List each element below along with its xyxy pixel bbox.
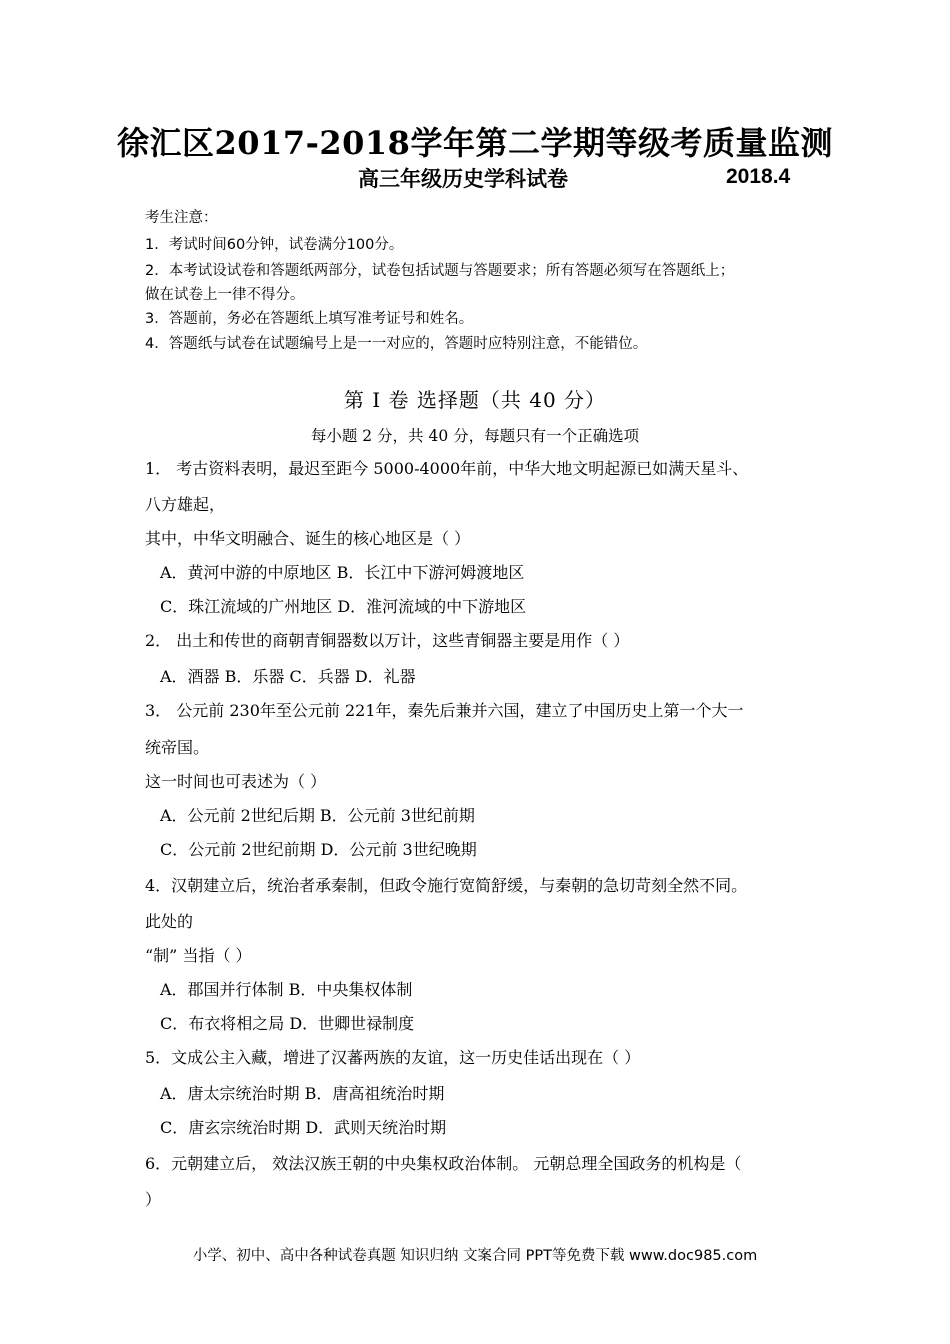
exam-date: 2018.4 (726, 165, 791, 188)
question-text: 八方雄起， (145, 495, 226, 514)
notice-item: 4．答题纸与试卷在试题编号上是一一对应的，答题时应特别注意，不能错位。 (145, 336, 648, 352)
section-title: 第 Ⅰ 卷 选择题（共 40 分） (343, 388, 607, 412)
question-text: 1． 考古资料表明，最迟至距今 5000-4000年前，中华大地文明起源已如满天星斗、 (145, 459, 749, 478)
section-instruction: 每小题 2 分，共 40 分，每题只有一个正确选项 (310, 427, 640, 445)
question-text: “制” 当指（ ） (145, 946, 252, 965)
exam-subtitle: 高三年级历史学科试卷 (358, 167, 568, 191)
question-text: 统帝国。 (145, 738, 210, 757)
question-options: A．黄河中游的中原地区 B．长江中下游河姆渡地区 (160, 563, 525, 582)
question-text: 其中，中华文明融合、诞生的核心地区是（ ） (145, 529, 471, 548)
notice-heading: 考生注意： (145, 210, 218, 226)
question-options: A．公元前 2世纪后期 B．公元前 3世纪前期 (160, 806, 475, 825)
notice-item: 3．答题前，务必在答题纸上填写准考证号和姓名。 (145, 311, 474, 327)
page-footer: 小学、初中、高中各种试卷真题 知识归纳 文案合同 PPT等免费下载 www.doc985.com (192, 1248, 758, 1264)
notice-item: 做在试卷上一律不得分。 (145, 287, 305, 303)
question-text: 此处的 (145, 912, 194, 931)
question-text: 2． 出土和传世的商朝青铜器数以万计，这些青铜器主要是用作（ ） (145, 631, 630, 650)
question-options: C．公元前 2世纪前期 D．公元前 3世纪晚期 (160, 840, 477, 859)
question-options: C．唐玄宗统治时期 D．武则天统治时期 (160, 1118, 447, 1137)
question-options: A．唐太宗统治时期 B．唐高祖统治时期 (160, 1084, 445, 1103)
question-text: 3． 公元前 230年至公元前 221年，秦先后兼并六国，建立了中国历史上第一个大一 (145, 701, 744, 720)
question-options: C．布衣将相之局 D．世卿世禄制度 (160, 1014, 415, 1033)
question-text: 4．汉朝建立后，统治者承秦制，但政令施行宽简舒缓，与秦朝的急切苛刻全然不同。 (145, 876, 748, 895)
question-text: 5．文成公主入藏，增进了汉蕃两族的友谊，这一历史佳话出现在（ ） (145, 1048, 641, 1067)
question-options: C．珠江流域的广州地区 D．淮河流域的中下游地区 (160, 597, 527, 616)
notice-item: 2．本考试设试卷和答题纸两部分，试卷包括试题与答题要求；所有答题必须写在答题纸上； (145, 263, 735, 279)
question-text: 6．元朝建立后， 效法汉族王朝的中央集权政治体制。 元朝总理全国政务的机构是（ (145, 1154, 742, 1173)
notice-item: 1．考试时间60分钟，试卷满分100分。 (145, 237, 404, 253)
exam-title: 徐汇区2017-2018学年第二学期等级考质量监测 (117, 124, 833, 162)
question-text: ） (145, 1190, 162, 1209)
question-options: A．酒器 B．乐器 C．兵器 D．礼器 (160, 667, 416, 686)
question-options: A．郡国并行体制 B．中央集权体制 (160, 980, 413, 999)
question-text: 这一时间也可表述为（ ） (145, 772, 327, 791)
